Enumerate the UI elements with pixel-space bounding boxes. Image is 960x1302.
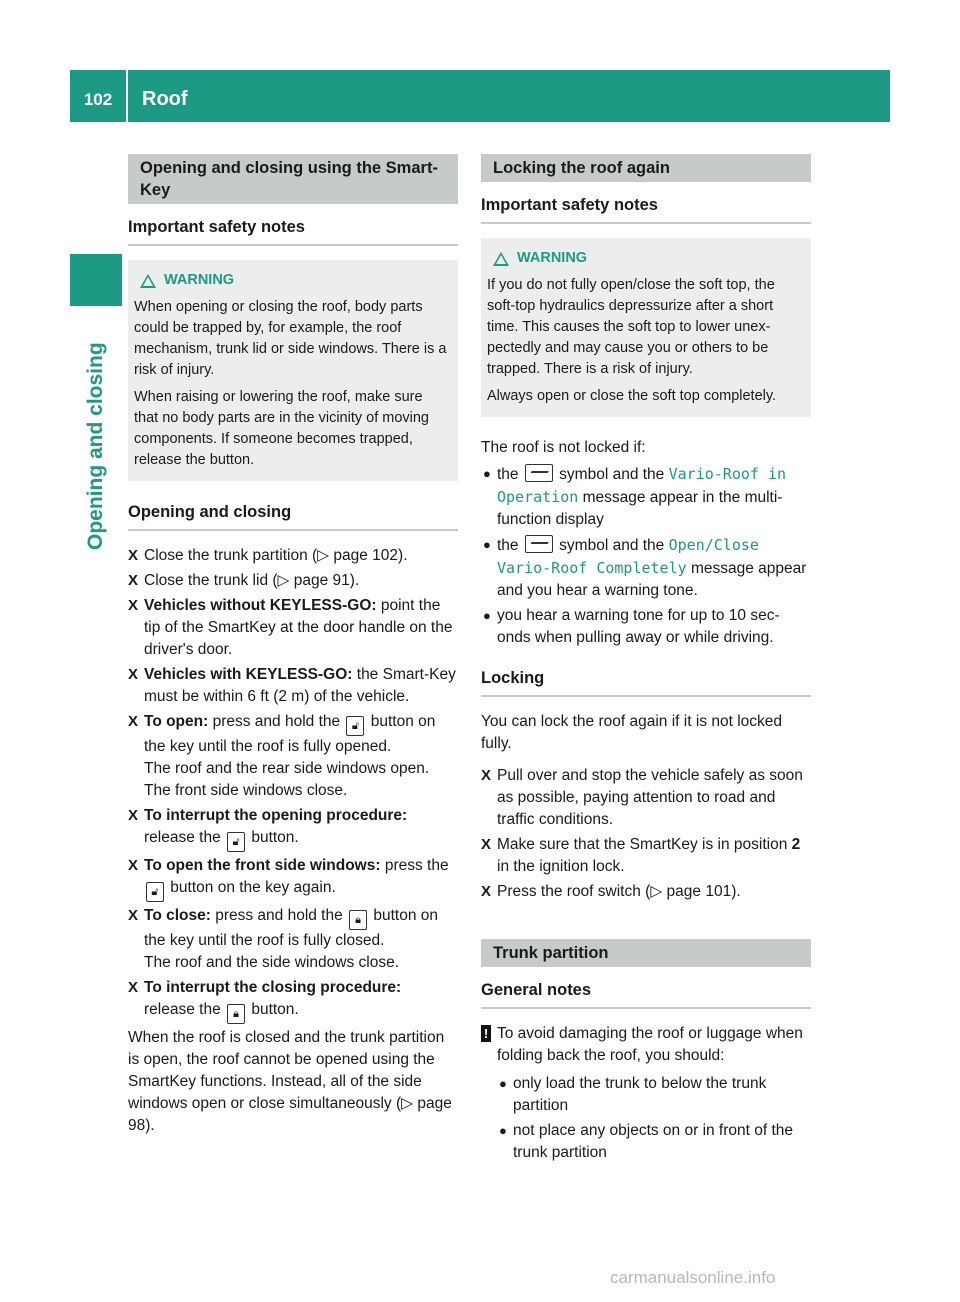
- lock-icon: 🔒︎: [227, 1004, 245, 1024]
- step-item: X Vehicles without KEYLESS-GO: point the tip of the SmartKey at the door handle on the driver's door.: [128, 597, 453, 658]
- bullet-icon: ●: [483, 466, 491, 481]
- arrow-x-icon: X: [128, 547, 139, 564]
- subsection-heading: Locking: [481, 667, 811, 697]
- side-tab-marker: [70, 254, 122, 306]
- bullet-item: ● only load the trunk to below the trunk partition: [499, 1075, 767, 1114]
- bullet-item: ● you hear a warning tone for up to 10 sec-onds when pulling away or while driving.: [483, 607, 780, 646]
- warning-text: Always open or close the soft top completely.: [487, 388, 777, 404]
- bullet-icon: ●: [483, 537, 491, 552]
- watermark: carmanualsonline.info: [610, 1268, 776, 1287]
- step-item: X To interrupt the opening procedure: release the 🔓︎ button.: [128, 805, 458, 852]
- bullet-icon: ●: [499, 1076, 507, 1091]
- warning-box: [128, 260, 458, 481]
- body-paragraph: The roof is not locked if:: [481, 439, 646, 456]
- left-column: [128, 154, 458, 1147]
- unlock-icon: 🔓︎: [227, 832, 245, 852]
- step-item: X Close the trunk partition (▷ page 102).: [128, 545, 458, 567]
- subsection-heading: General notes: [481, 979, 811, 1009]
- step-item: X To open: press and hold the 🔓︎ button on the key until the roof is fully opened. The roof and the rear side windows open. The front side windows close.: [128, 713, 436, 799]
- exclamation-icon: !: [481, 1025, 491, 1042]
- section-heading: Opening and closing using the Smart-Key: [128, 154, 458, 204]
- convertible-car-icon: [525, 535, 553, 553]
- arrow-x-icon: X: [128, 666, 139, 683]
- step-item: X Close the trunk lid (▷ page 91).: [128, 570, 458, 592]
- unlock-icon: 🔓︎: [346, 716, 364, 736]
- step-item: X Pull over and stop the vehicle safely as soon as possible, paying attention to road and traffic conditions.: [481, 767, 803, 828]
- header-bar: [70, 70, 890, 122]
- bullet-icon: ●: [483, 608, 491, 623]
- right-column: [481, 154, 811, 1167]
- step-item: X Press the roof switch (▷ page 101).: [481, 881, 811, 903]
- arrow-x-icon: X: [481, 836, 492, 853]
- body-paragraph: When the roof is closed and the trunk partition is open, the roof cannot be opened using the SmartKey functions. Instead, all of the side windows open or close simultaneously (▷ page 98).: [128, 1029, 452, 1134]
- warning-box: [481, 238, 811, 417]
- subsection-heading: Important safety notes: [481, 194, 811, 224]
- warning-triangle-icon: [140, 274, 156, 288]
- arrow-x-icon: X: [128, 597, 139, 614]
- warning-title: WARNING: [140, 270, 450, 291]
- note-item: ! To avoid damaging the roof or luggage when folding back the roof, you should:: [481, 1023, 811, 1067]
- display-message: Vario-Roof in Operation: [497, 465, 787, 506]
- arrow-x-icon: X: [128, 857, 139, 874]
- section-heading: Locking the roof again: [481, 154, 811, 182]
- page-title: Roof: [142, 88, 188, 110]
- page-number: 102: [83, 90, 113, 109]
- body-paragraph: You can lock the roof again if it is not locked fully.: [481, 713, 783, 752]
- warning-text: When raising or lowering the roof, make sure that no body parts are in the vicinity of moving components. If someone becomes trapped, release the button.: [134, 389, 429, 468]
- arrow-x-icon: X: [128, 572, 139, 589]
- lock-icon: 🔒︎: [349, 910, 367, 930]
- bullet-item: ● the symbol and the Open/Close Vario-Roof Completely message appear and you hear a warning tone.: [483, 536, 807, 599]
- arrow-x-icon: X: [128, 907, 139, 924]
- warning-text: When opening or closing the roof, body parts could be trapped by, for example, the roof mechanism, trunk lid or side windows. There is a risk of injury.: [134, 299, 447, 378]
- bullet-item: ● the symbol and the Vario-Roof in Operation message appear in the multi-function display: [483, 465, 787, 528]
- display-message: Open/Close Vario-Roof Completely: [497, 536, 759, 577]
- bullet-icon: ●: [499, 1123, 507, 1138]
- unlock-icon: 🔓︎: [146, 882, 164, 902]
- step-item: X Make sure that the SmartKey is in position 2 in the ignition lock.: [481, 836, 801, 875]
- step-item: X To close: press and hold the 🔒︎ button on the key until the roof is fully closed. The roof and the side windows close.: [128, 907, 438, 971]
- warning-title: WARNING: [493, 248, 803, 269]
- arrow-x-icon: X: [128, 979, 139, 996]
- convertible-car-icon: [525, 464, 553, 482]
- section-heading: Trunk partition: [481, 939, 811, 967]
- step-item: X To open the front side windows: press the 🔓︎ button on the key again.: [128, 855, 458, 902]
- warning-triangle-icon: [493, 252, 509, 266]
- warning-text: If you do not fully open/close the soft top, the soft-top hydraulics depressurize after a short time. This causes the soft top to lower unex-pectedly and may cause you or others to be trapped. There is a risk of injury.: [487, 277, 775, 377]
- arrow-x-icon: X: [128, 807, 139, 824]
- arrow-x-icon: X: [481, 883, 492, 900]
- arrow-x-icon: X: [128, 713, 139, 730]
- arrow-x-icon: X: [481, 767, 492, 784]
- subsection-heading: Opening and closing: [128, 501, 458, 531]
- subsection-heading: Important safety notes: [128, 216, 458, 246]
- bullet-item: ● not place any objects on or in front of the trunk partition: [499, 1122, 794, 1161]
- step-item: X To interrupt the closing procedure: release the 🔒︎ button.: [128, 977, 458, 1024]
- step-item: X Vehicles with KEYLESS-GO: the Smart-Key must be within 6 ft (2 m) of the vehicle.: [128, 666, 456, 705]
- header-divider: [126, 70, 128, 122]
